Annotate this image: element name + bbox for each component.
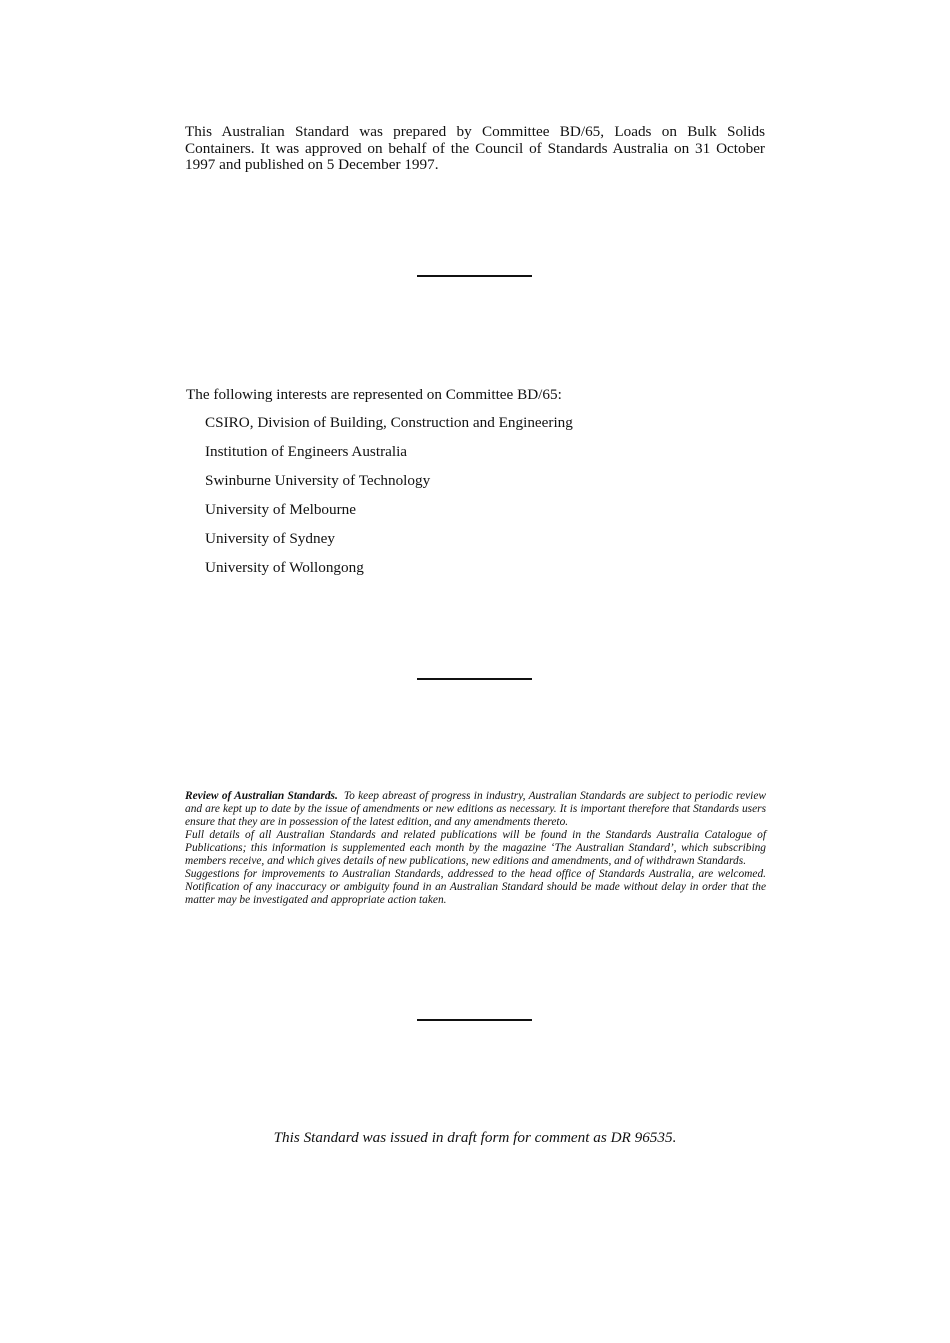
interests-list xyxy=(205,414,573,588)
interest-item: CSIRO, Division of Building, Construction and Engineering xyxy=(205,414,573,431)
review-notice xyxy=(185,790,766,907)
review-paragraph: Full details of all Australian Standards and related publications will be found in the Standards Australia Catalogue of Publications; this information is supplemented each month by the magazine ‘The Australian Standard’, which subscribing members receive, and which gives details of new publications, new editions and amendments, and of withdrawn Standards. xyxy=(185,829,766,867)
review-heading: Review of Australian Standards. xyxy=(185,790,338,802)
review-paragraph xyxy=(185,790,766,829)
section-divider xyxy=(417,275,532,277)
interest-item: University of Wollongong xyxy=(205,559,364,576)
interests-heading: The following interests are represented on Committee BD/65: xyxy=(186,386,562,403)
interest-item: Swinburne University of Technology xyxy=(205,472,431,489)
section-divider xyxy=(417,1019,532,1021)
interest-item: Institution of Engineers Australia xyxy=(205,443,408,460)
review-paragraph: Suggestions for improvements to Australian Standards, addressed to the head office of Standards Australia, are welcomed. Notification of any inaccuracy or ambiguity found in an Australian Standard should be made without delay in order that the matter may be investigated and appropriate action taken. xyxy=(185,868,766,906)
review-text: To keep abreast of progress in industry, Australian Standards are subject to periodic review and are kept up to date by the issue of amendments or new editions as necessary. It is important therefore that Standards users ensure that they are in possession of the latest edition, and any amendments thereto. xyxy=(185,790,767,828)
section-divider xyxy=(417,678,532,680)
interest-item: University of Sydney xyxy=(205,530,335,547)
preparation-statement: This Australian Standard was prepared by Committee BD/65, Loads on Bulk Solids Containers. It was approved on behalf of the Council of Standards Australia on 31 October 1997 and published on 5 December 1997. xyxy=(185,123,765,173)
interest-item: University of Melbourne xyxy=(205,501,356,518)
draft-note: This Standard was issued in draft form for comment as DR 96535. xyxy=(273,1129,677,1146)
